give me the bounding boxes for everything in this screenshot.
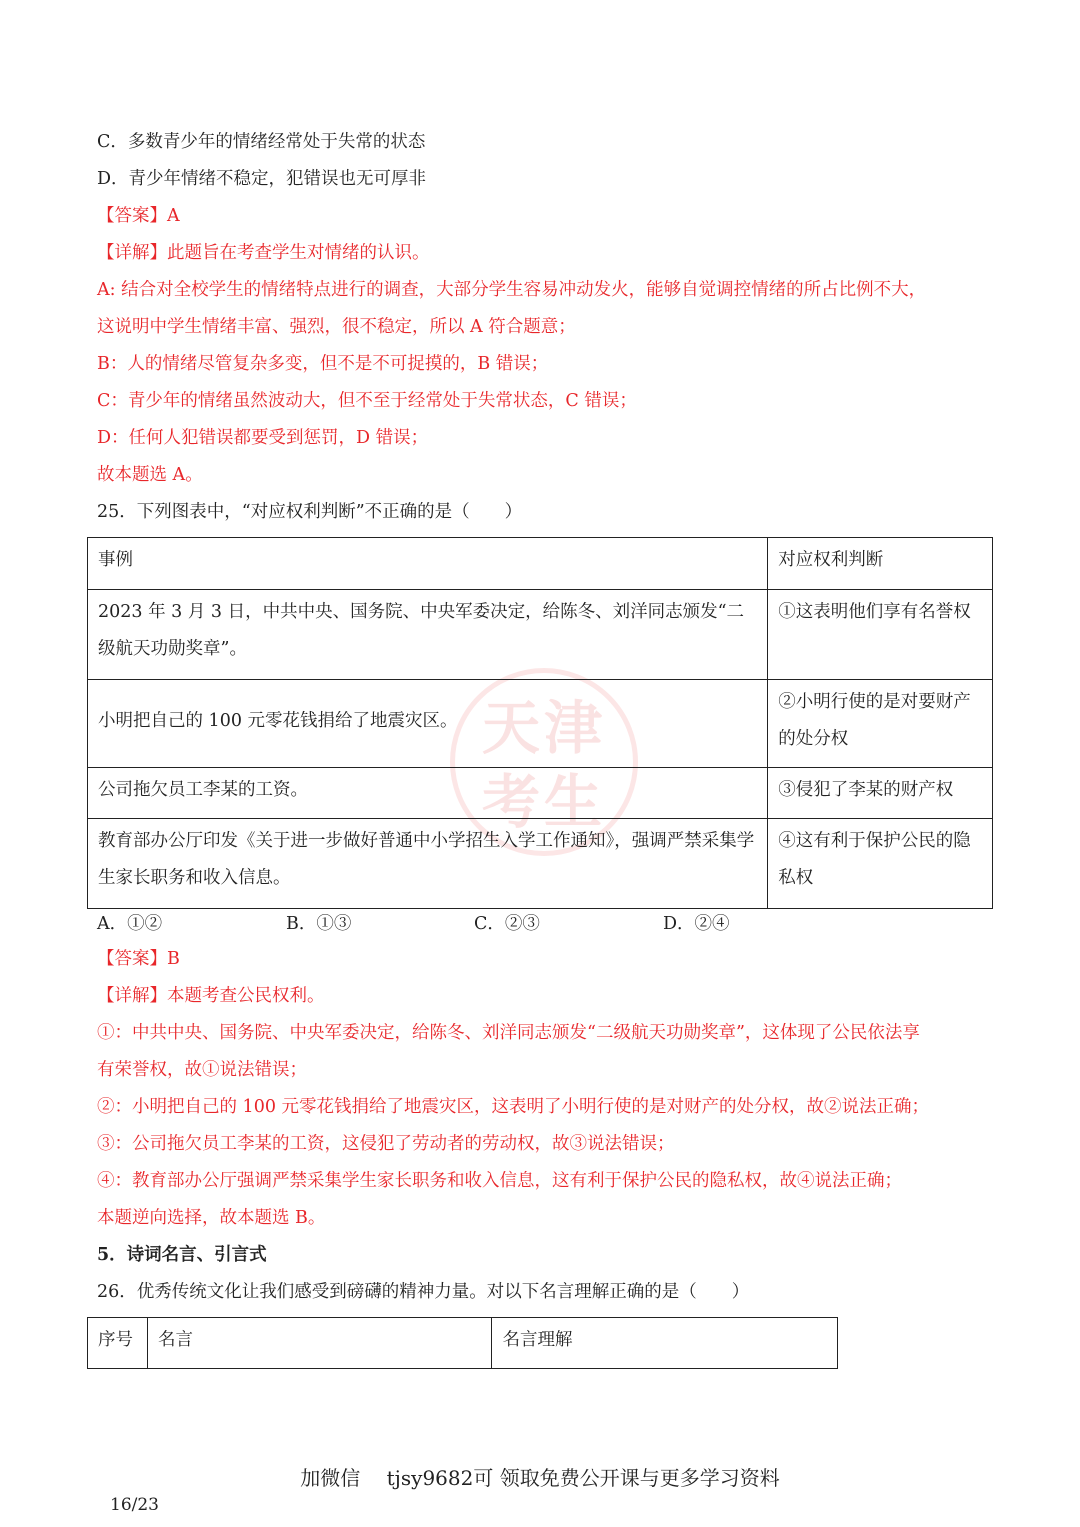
event-cell: 2023 年 3 月 3 日，中共中央、国务院、中央军委决定，给陈冬、刘洋同志颁发“二级航天功勋奖章”。 xyxy=(88,590,768,680)
question-25-stem: 25．下列图表中，“对应权利判断”不正确的是（ ） xyxy=(97,502,523,522)
right-cell: ④这有利于保护公民的隐私权 xyxy=(768,819,993,909)
option-c: C．多数青少年的情绪经常处于失常的状态 xyxy=(97,132,426,152)
table-header-row xyxy=(88,538,993,590)
detail-25: 【详解】本题考查公民权利。 xyxy=(97,986,325,1006)
event-cell: 公司拖欠员工李某的工资。 xyxy=(88,768,768,819)
conclusion-24: 故本题选 A。 xyxy=(97,465,203,485)
header-quote: 名言 xyxy=(147,1318,492,1369)
footer-promo: 加微信 tjsy9682可 领取免费公开课与更多学习资料 xyxy=(300,1466,780,1490)
explain-1a: ①：中共中央、国务院、中央军委决定，给陈冬、刘洋同志颁发“二级航天功勋奖章”，这体现了公民依法享 xyxy=(97,1023,920,1043)
choice-a: A．①② xyxy=(97,914,163,934)
conclusion-25: 本题逆向选择，故本题选 B。 xyxy=(97,1208,326,1228)
right-cell: ①这表明他们享有名誉权 xyxy=(768,590,993,680)
explain-4: ④：教育部办公厅强调严禁采集学生家长职务和收入信息，这有利于保护公民的隐私权，故④说法正确； xyxy=(97,1171,902,1191)
table-row xyxy=(88,768,993,819)
header-event: 事例 xyxy=(88,538,768,590)
explain-c: C：青少年的情绪虽然波动大，但不至于经常处于失常状态，C 错误； xyxy=(97,391,637,411)
explain-3: ③：公司拖欠员工李某的工资，这侵犯了劳动者的劳动权，故③说法错误； xyxy=(97,1134,675,1154)
explain-a-2: 这说明中学生情绪丰富、强烈，很不稳定，所以 A 符合题意； xyxy=(97,317,576,337)
section-heading: 5．诗词名言、引言式 xyxy=(97,1245,267,1265)
choice-d: D．②④ xyxy=(663,914,730,934)
right-cell: ②小明行使的是对要财产的处分权 xyxy=(768,680,993,768)
question-26-stem: 26．优秀传统文化让我们感受到磅礴的精神力量。对以下名言理解正确的是（ ） xyxy=(97,1282,750,1302)
watermark-stamp: 天津 考生 xyxy=(450,668,638,856)
quotes-table xyxy=(87,1317,838,1369)
page-number: 16/23 xyxy=(110,1495,159,1515)
rights-table xyxy=(87,537,993,909)
header-understanding: 名言理解 xyxy=(492,1318,838,1369)
explain-1b: 有荣誉权，故①说法错误； xyxy=(97,1060,307,1080)
table-row xyxy=(88,819,993,909)
right-cell: ③侵犯了李某的财产权 xyxy=(768,768,993,819)
explain-2: ②：小明把自己的 100 元零花钱捐给了地震灾区，这表明了小明行使的是对财产的处分权，故②说法正确； xyxy=(97,1097,930,1117)
header-right: 对应权利判断 xyxy=(768,538,993,590)
explain-d: D：任何人犯错误都要受到惩罚，D 错误； xyxy=(97,428,429,448)
explain-a-1: A: 结合对全校学生的情绪特点进行的调查，大部分学生容易冲动发火，能够自觉调控情绪的所占比例不大， xyxy=(97,280,927,300)
option-d: D．青少年情绪不稳定，犯错误也无可厚非 xyxy=(97,169,427,189)
table-row xyxy=(88,590,993,680)
explain-b: B：人的情绪尽管复杂多变，但不是不可捉摸的，B 错误； xyxy=(97,354,549,374)
choice-b: B．①③ xyxy=(286,914,352,934)
event-cell: 教育部办公厅印发《关于进一步做好普通中小学招生入学工作通知》，强调严禁采集学生家长职务和收入信息。 xyxy=(88,819,768,909)
answer-24: 【答案】A xyxy=(97,206,180,226)
event-cell: 小明把自己的 100 元零花钱捐给了地震灾区。 xyxy=(88,680,768,768)
table-row xyxy=(88,680,993,768)
table-header-row xyxy=(88,1318,838,1369)
choice-c: C．②③ xyxy=(474,914,540,934)
answer-25: 【答案】B xyxy=(97,949,180,969)
header-number: 序号 xyxy=(88,1318,148,1369)
detail-24: 【详解】此题旨在考查学生对情绪的认识。 xyxy=(97,243,430,263)
